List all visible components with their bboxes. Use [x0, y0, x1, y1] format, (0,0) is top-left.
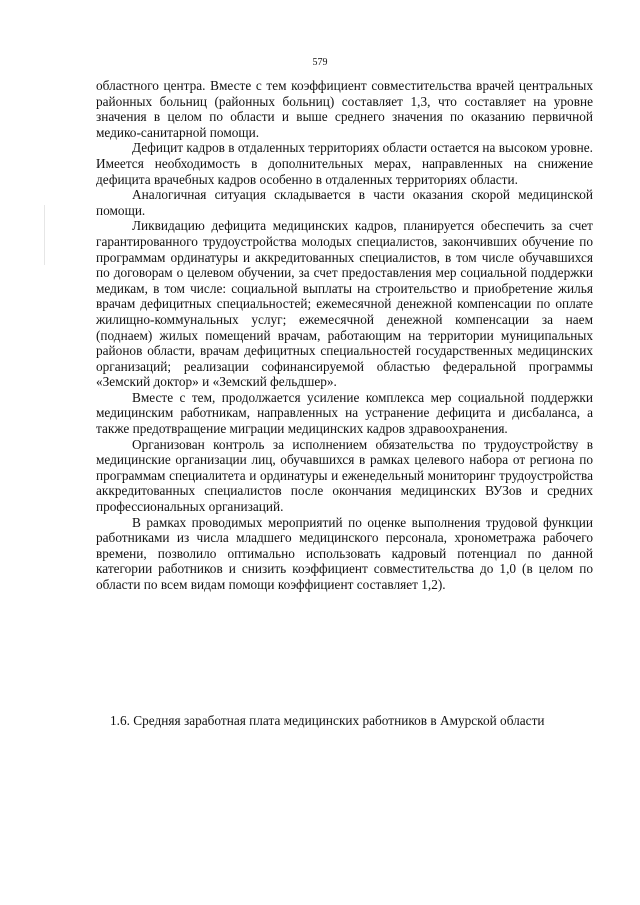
paragraph-4: Ликвидацию дефицита медицинских кадров, планируется обеспечить за счет гарантированного трудоустройства молодых специалистов, закончивших обучение по программам ординатуры и аккредитованных специалистов, в том числе обучавшихся по договорам о целевом обучении, за счет предоставления мер социальной поддержки медикам, в том числе: социальной выплаты на строительство и приобретение жилья врачам дефицитных специальностей; ежемесячной денежной компенсации по оплате жилищно-коммунальных услуг; ежемесячной денежной компенсации за наем (поднаем) жилых помещений врачам, работающим на территории муниципальных районов области, врачам дефицитных специальностей государственных медицинских организаций; реализации софинансируемой областью федеральной программы «Земский доктор» и «Земский фельдшер». — [96, 218, 593, 390]
scan-margin-mark — [44, 205, 45, 265]
paragraph-2: Дефицит кадров в отдаленных территориях области остается на высоком уровне. Имеется необходимость в дополнительных мерах, направленных на снижение дефицита врачебных кадров особенно в отдаленных территориях области. — [96, 140, 593, 187]
page-number: 579 — [312, 57, 328, 68]
paragraph-1: областного центра. Вместе с тем коэффициент совместительства врачей центральных районных больниц (районных больниц) составляет 1,3, что составляет на уровне значения в целом по области и выше среднего значения по оказанию первичной медико-санитарной помощи. — [96, 78, 593, 140]
paragraph-5: Вместе с тем, продолжается усиление комплекса мер социальной поддержки медицинским работникам, направленных на устранение дефицита и дисбаланса, а также предотвращение миграции медицинских кадров здравоохранения. — [96, 389, 593, 437]
paragraph-6: Организован контроль за исполнением обязательства по трудоустройству в медицинские организации лиц, обучавшихся в рамках целевого набора от региона по программам специалитета и ординатуры и еженедельный мониторинг трудоустройства аккредитованных специалистов после окончания медицинских ВУЗов и средних профессиональных организаций. — [96, 436, 593, 515]
section-heading: 1.6. Средняя заработная плата медицинских работников в Амурской области — [110, 713, 545, 728]
paragraph-7: В рамках проводимых мероприятий по оценке выполнения трудовой функции работниками из числа младшего медицинского персонала, хронометража рабочего времени, позволило оптимально использовать кадровый потенциал по данной категории работников и снизить коэффициент совместительства до 1,0 (в целом по области по всем видам помощи коэффициент составляет 1,2). — [96, 514, 593, 592]
body-text — [96, 78, 593, 593]
paragraph-3: Аналогичная ситуация складывается в части оказания скорой медицинской помощи. — [96, 187, 593, 218]
